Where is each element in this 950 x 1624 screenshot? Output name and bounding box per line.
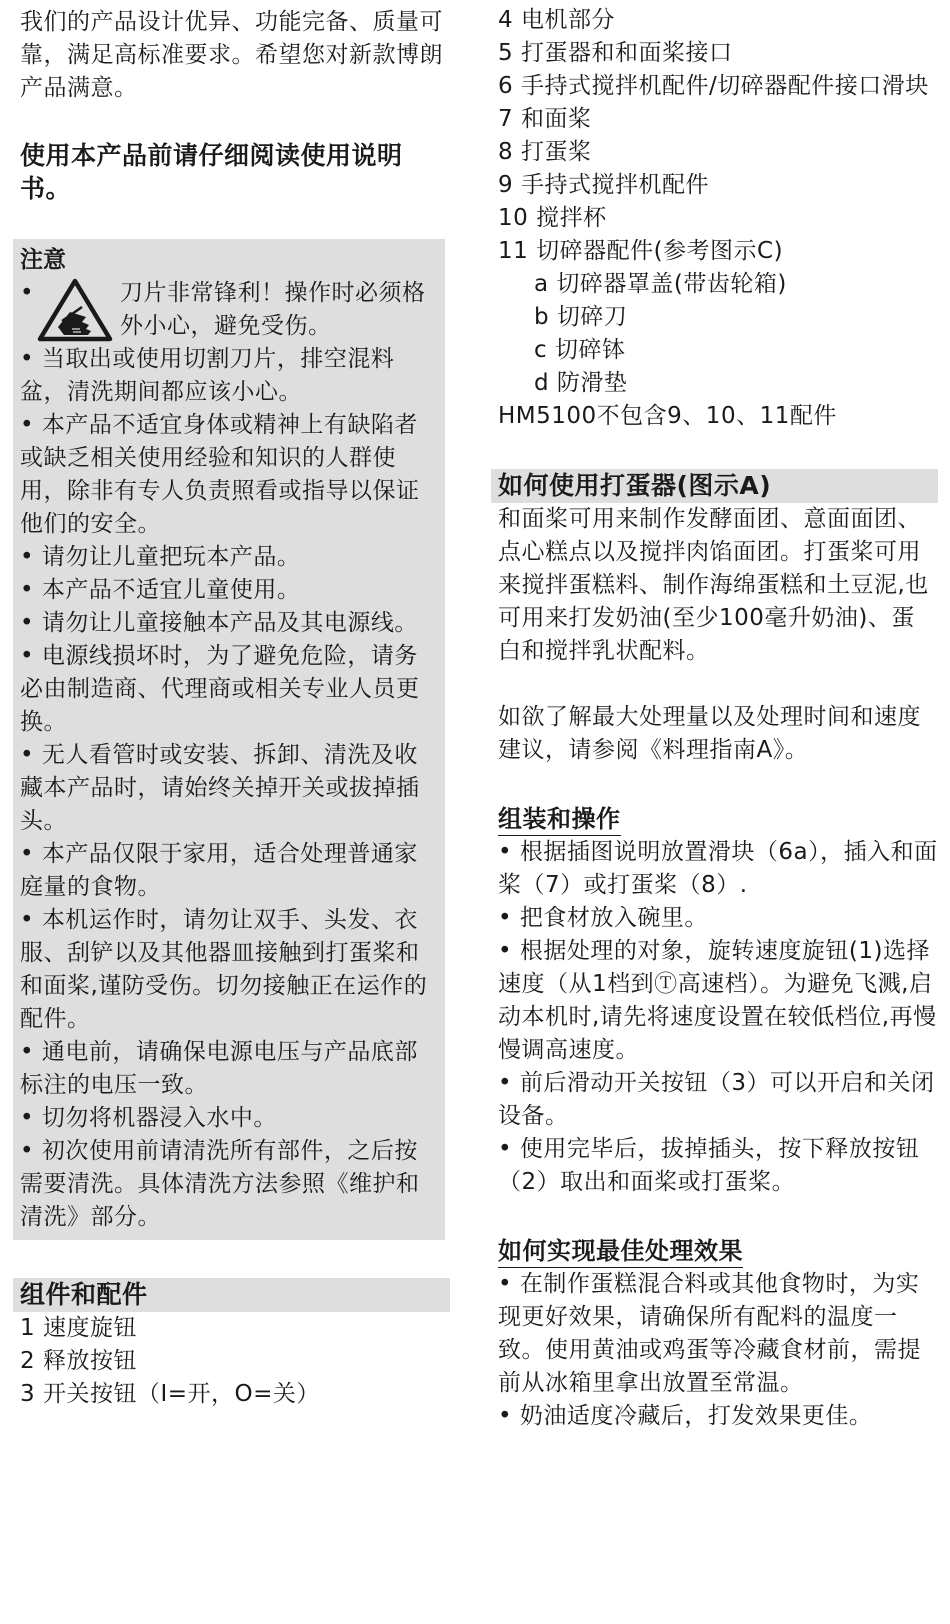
components-note: HM5100不包含9、10、11配件: [498, 403, 837, 429]
components-section: [20, 1278, 450, 1411]
component-item: 10 搅拌杯: [498, 205, 607, 231]
assembly-item: • 前后滑动开关按钮（3）可以开启和关闭设备。: [498, 1070, 935, 1129]
component-item: 3 开关按钮（I=开，O=关）: [20, 1381, 320, 1407]
notice-item: • 无人看管时或安装、拆卸、清洗及收藏本产品时，请始终关掉开关或拔掉插头。: [20, 742, 420, 834]
blade-hand-warning-icon: [36, 277, 114, 343]
best-results-item: • 奶油适度冷藏后，打发效果更佳。: [498, 1403, 873, 1429]
component-sub-item: a 切碎器罩盖(带齿轮箱): [534, 271, 787, 297]
notice-item: • 本机运作时，请勿让双手、头发、衣服、刮铲以及其他器皿接触到打蛋桨和和面桨,谨防受伤。切勿接触正在运作的配件。: [20, 907, 428, 1032]
best-results-section: [498, 1235, 938, 1433]
notice-item: • 通电前，请确保电源电压与产品底部标注的电压一致。: [20, 1039, 418, 1098]
notice-item: • 本产品仅限于家用，适合处理普通家庭量的食物。: [20, 841, 418, 900]
component-item: 1 速度旋钮: [20, 1315, 137, 1341]
notice-item: • 切勿将机器浸入水中。: [20, 1105, 277, 1131]
notice-item: • 本产品不适宜身体或精神上有缺陷者或缺乏相关使用经验和知识的人群使用，除非有专人负责照看或指导以保证他们的安全。: [20, 412, 420, 537]
notice-box: [13, 239, 445, 1240]
component-item: 5 打蛋器和和面桨接口: [498, 40, 733, 66]
best-results-item: • 在制作蛋糕混合料或其他食物时，为实现更好效果，请确保所有配料的温度一致。使用黄油或鸡蛋等冷藏食材前，需提前从冰箱里拿出放置至常温。: [498, 1271, 921, 1396]
component-item: 8 打蛋桨: [498, 139, 592, 165]
blade-warning-row: [20, 277, 439, 343]
component-item: 2 释放按钮: [20, 1348, 137, 1374]
beater-paragraph: 和面桨可用来制作发酵面团、意面面团、点心糕点以及搅拌肉馅面团。打蛋桨可用来搅拌蛋糕料、制作海绵蛋糕和土豆泥,也可用来打发奶油(至少100毫升奶油)、蛋白和搅拌乳状配料。: [498, 506, 929, 664]
beater-title: 如何使用打蛋器(图示A): [491, 469, 938, 503]
beater-guide-paragraph: 如欲了解最大处理量以及处理时间和速度建议，请参阅《料理指南A》。: [498, 704, 921, 763]
blade-warning-text: 刀片非常锋利！操作时必须格外小心，避免受伤。: [120, 280, 426, 339]
best-results-title: 如何实现最佳处理效果: [498, 1235, 743, 1268]
assembly-item: • 根据插图说明放置滑块（6a），插入和面桨（7）或打蛋桨（8）.: [498, 839, 938, 898]
component-item: 11 切碎器配件(参考图示C): [498, 238, 784, 264]
notice-item: • 本产品不适宜儿童使用。: [20, 577, 301, 603]
assembly-item: • 把食材放入碗里。: [498, 905, 708, 931]
components-title: 组件和配件: [13, 1278, 450, 1312]
component-item: 7 和面桨: [498, 106, 592, 132]
assembly-title: 组装和操作: [498, 803, 621, 836]
component-sub-item: c 切碎钵: [534, 337, 626, 363]
component-item: 6 手持式搅拌机配件/切碎器配件接口滑块: [498, 73, 929, 99]
notice-title: 注意: [20, 247, 66, 273]
left-column: [20, 4, 450, 1411]
blade-warning-bullet: •: [20, 280, 34, 306]
intro-paragraph: 我们的产品设计优异、功能完备、质量可靠，满足高标准要求。希望您对新款博朗产品满意。: [20, 9, 443, 101]
component-sub-item: d 防滑垫: [534, 370, 628, 396]
assembly-item: • 使用完毕后，拔掉插头，按下释放按钮（2）取出和面桨或打蛋桨。: [498, 1136, 920, 1195]
notice-item: • 请勿让儿童把玩本产品。: [20, 544, 301, 570]
assembly-item: • 根据处理的对象，旋转速度旋钮(1)选择速度（从1档到Ⓣ高速档）。为避免飞溅,启动本机时,请先将速度设置在较低档位,再慢慢调高速度。: [498, 938, 937, 1063]
notice-item: • 初次使用前请清洗所有部件，之后按需要清洗。具体清洗方法参照《维护和清洗》部分。: [20, 1138, 420, 1230]
assembly-section: [498, 803, 938, 1199]
right-column: [498, 4, 938, 1433]
component-sub-item: b 切碎刀: [534, 304, 628, 330]
component-item: 9 手持式搅拌机配件: [498, 172, 709, 198]
beater-section: [498, 469, 938, 767]
read-manual-note: 使用本产品前请仔细阅读使用说明书。: [20, 141, 403, 203]
notice-item: • 当取出或使用切割刀片，排空混料盆，清洗期间都应该小心。: [20, 346, 395, 405]
notice-item: • 请勿让儿童接触本产品及其电源线。: [20, 610, 418, 636]
component-item: 4 电机部分: [498, 7, 615, 33]
notice-item: • 电源线损坏时，为了避免危险，请务必由制造商、代理商或相关专业人员更换。: [20, 643, 420, 735]
